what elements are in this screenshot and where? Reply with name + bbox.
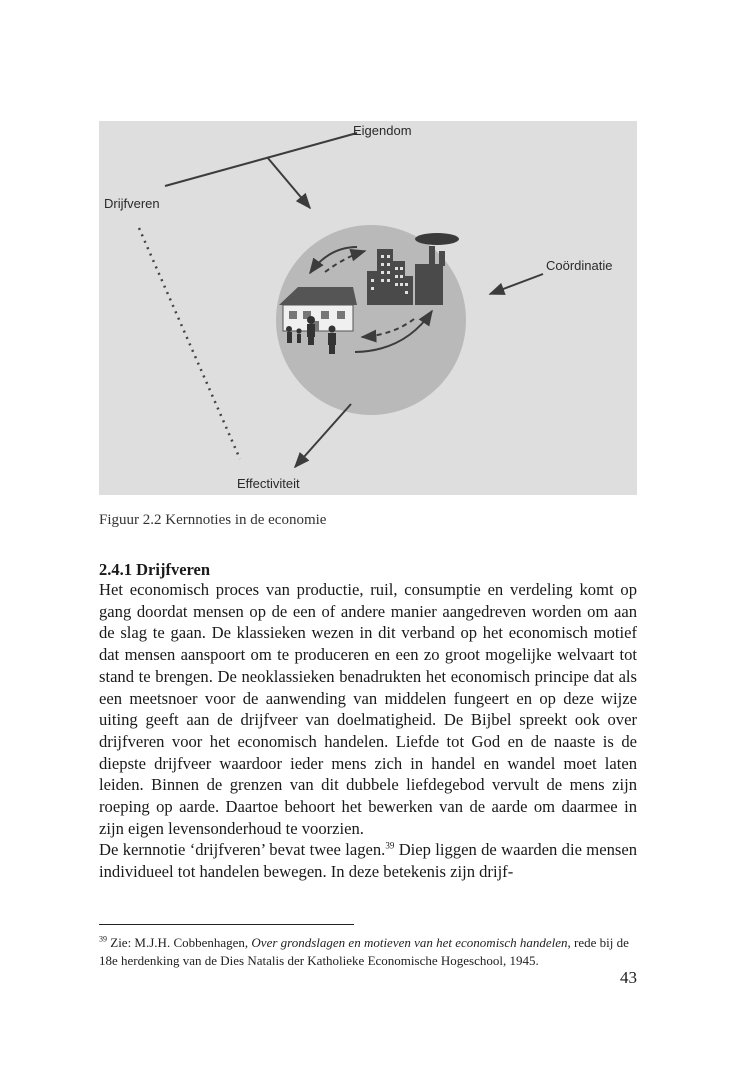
- label-drijfveren: Drijfveren: [104, 196, 160, 211]
- figure-caption: Figuur 2.2 Kernnoties in de economie: [99, 512, 327, 528]
- section-body: [99, 579, 637, 883]
- paragraph: [99, 839, 637, 882]
- paragraph: Het economisch proces van productie, ruil, consumptie en verdeling komt op gang doordat mensen op de een of andere manier aangedreven worden om aan de slag te gaan. De klassieken wezen in dit verband op het economisch motief dat mensen aanspoort om te produceren en een zo groot mogelijke welvaart tot stand te brengen. De neoklassieken benadrukten het economisch principe dat als een meetsnoer voor de aanwending van middelen fungeert en op deze wijze uiting geeft aan de drijfveer van doelmatigheid. De Bijbel spreekt ook over drijfveren voor het economisch handelen. Liefde tot God en de naaste is de diepste drijfveer waardoor ieder mens zich in handel en wandel moet laten leiden. Binnen de grenzen van dit dubbele liefdegebod vervult de mens zijn roeping op aarde. Daartoe behoort het bewerken van de aarde om daarmee in zijn eigen levensonderhoud te voorzien.: [99, 580, 637, 838]
- paragraph-text: Diep liggen de waarden die mensen individueel tot handelen bewegen. In deze betekenis zijn drijf-: [99, 840, 637, 882]
- footnote-reference[interactable]: 39: [385, 840, 395, 851]
- page-number: 43: [620, 968, 637, 987]
- label-eigendom: Eigendom: [353, 123, 412, 138]
- footnote-suffix: , rede bij de 18e herdenking van de Dies Natalis der Katholieke Economische Hogeschool, 1945.: [99, 935, 629, 968]
- section-heading: 2.4.1 Drijfveren: [99, 560, 211, 579]
- label-coordinatie: Coördinatie: [546, 258, 613, 273]
- footnote-cited-title: Over grondslagen en motieven van het economisch handelen: [251, 935, 568, 950]
- label-effectiviteit: Effectiviteit: [237, 476, 300, 491]
- paragraph-text: De kernnotie ‘drijfveren’ bevat twee lagen.: [99, 840, 386, 860]
- footnote-divider: [99, 924, 354, 925]
- footnote: [99, 934, 637, 970]
- footnote-prefix: Zie: M.J.H. Cobbenhagen,: [107, 935, 252, 950]
- figure-kernnoties: [99, 121, 637, 495]
- footnote-number: 39: [99, 934, 107, 944]
